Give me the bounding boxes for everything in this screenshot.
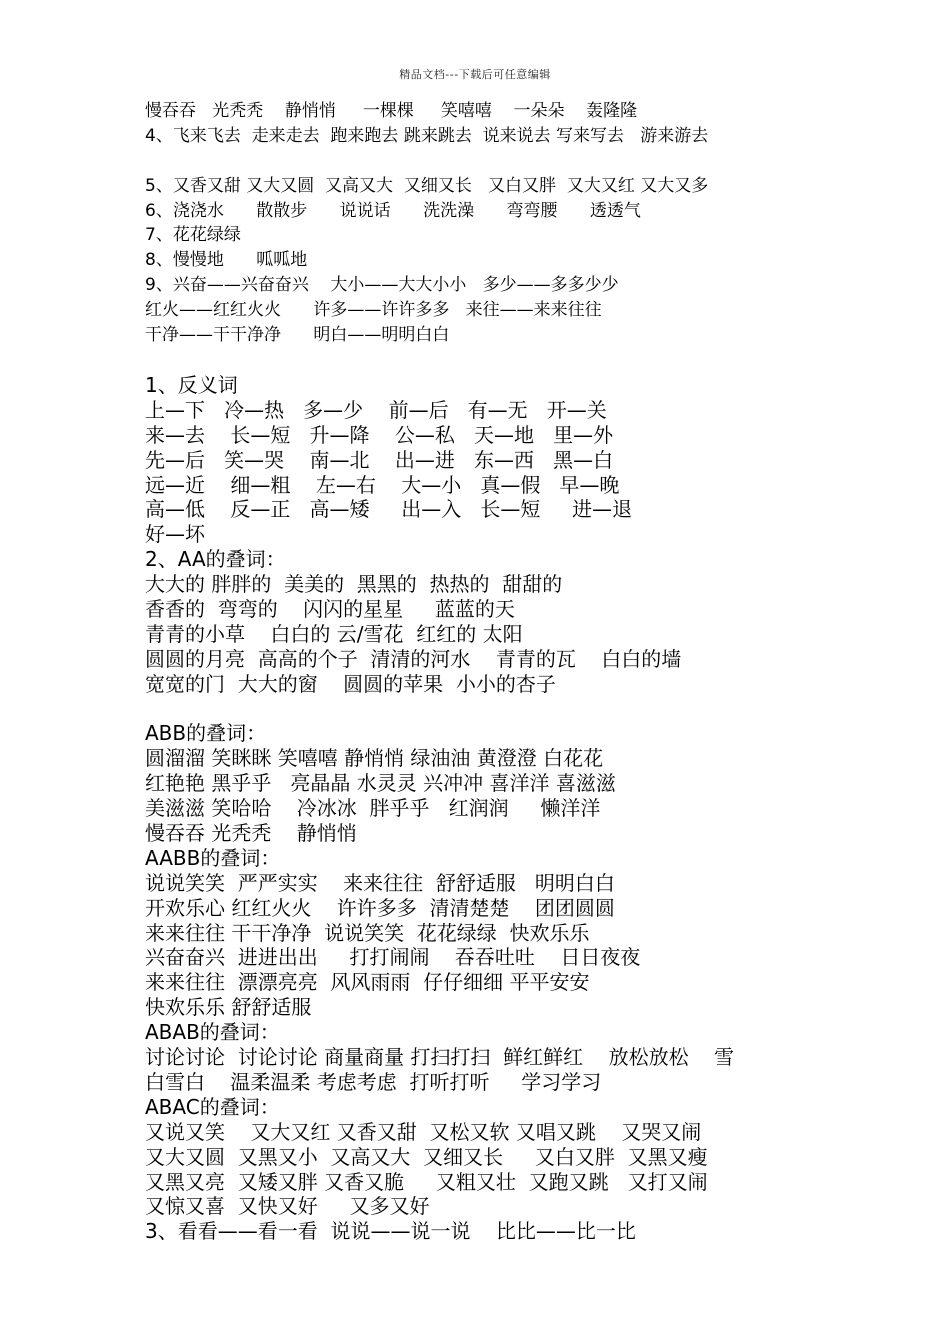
text-line — [145, 149, 935, 174]
word-list-main — [145, 373, 935, 1244]
text-line: 讨论讨论 讨论讨论 商量商量 打扫打扫 鲜红鲜红 放松放松 雪 — [145, 1045, 735, 1070]
text-line: 6、浇浇水 散散步 说说话 洗洗澡 弯弯腰 透透气 — [145, 200, 641, 221]
text-line: 圆圆的月亮 高高的个子 清清的河水 青青的瓦 白白的墙 — [145, 646, 682, 671]
page-header: 精品文档---下载后可任意编辑 — [399, 68, 551, 81]
text-line: 香香的 弯弯的 闪闪的星星 蓝蓝的天 — [145, 597, 515, 622]
text-line: 9、兴奋——兴奋奋兴 大小——大大小小 多少——多多少少 — [145, 275, 619, 296]
section-heading: AABB的叠词： — [145, 845, 281, 870]
text-line: 干净——干干净净 明白——明明白白 — [145, 325, 450, 346]
section-heading: ABAB的叠词： — [145, 1020, 280, 1045]
text-line: 4、飞来飞去 走来走去 跑来跑去 跳来跳去 说来说去 写来写去 游来游去 — [145, 125, 709, 146]
text-line: 美滋滋 笑哈哈 冷冰冰 胖乎乎 红润润 懒洋洋 — [145, 796, 601, 821]
section-heading: 2、AA的叠词： — [145, 547, 286, 572]
text-line: 说说笑笑 严严实实 来来往往 舒舒适服 明明白白 — [145, 870, 615, 895]
text-line: 来来往往 漂漂亮亮 风风雨雨 仔仔细细 平平安安 — [145, 970, 590, 995]
text-line: 来来往往 干干净净 说说笑笑 花花绿绿 快欢乐乐 — [145, 920, 590, 945]
text-line: 红火——红红火火 许多——许许多多 来往——来来往往 — [145, 300, 602, 321]
text-line: 好—坏 — [145, 522, 205, 547]
text-line: 宽宽的门 大大的窗 圆圆的苹果 小小的杏子 — [145, 671, 556, 696]
text-line: 快欢乐乐 舒舒适服 — [145, 995, 312, 1020]
text-line: 上—下 冷—热 多—少 前—后 有—无 开—关 — [145, 397, 607, 422]
text-line: 慢吞吞 光秃秃 静悄悄 — [145, 821, 357, 846]
text-line: 8、慢慢地 呱呱地 — [145, 250, 308, 271]
text-line: 又惊又喜 又快又好 又多又好 — [145, 1194, 430, 1219]
text-line: 慢吞吞 光秃秃 静悄悄 一棵棵 笑嘻嘻 一朵朵 轰隆隆 — [145, 101, 638, 121]
text-line: 红艳艳 黑乎乎 亮晶晶 水灵灵 兴冲冲 喜洋洋 喜滋滋 — [145, 771, 616, 796]
text-line: 远—近 细—粗 左—右 大—小 真—假 早—晚 — [145, 472, 620, 497]
text-line: 又黑又亮 又矮又胖 又香又脆 又粗又壮 又跑又跳 又打又闹 — [145, 1169, 708, 1194]
section-heading: ABB的叠词： — [145, 721, 267, 746]
text-line: 高—低 反—正 高—矮 出—入 长—短 进—退 — [145, 497, 633, 522]
text-line: 白雪白 温柔温柔 考虑考虑 打听打听 学习学习 — [145, 1069, 602, 1094]
text-line: 青青的小草 白白的 云/雪花 红红的 太阳 — [145, 621, 523, 646]
text-line: 大大的 胖胖的 美美的 黑黑的 热热的 甜甜的 — [145, 572, 563, 597]
word-list-top — [145, 99, 935, 348]
text-line: 兴奋奋兴 进进出出 打打闹闹 吞吞吐吐 日日夜夜 — [145, 945, 641, 970]
text-line: 来—去 长—短 升—降 公—私 天—地 里—外 — [145, 422, 614, 447]
blank-line — [145, 697, 935, 722]
text-line: 先—后 笑—哭 南—北 出—进 东—西 黑—白 — [145, 447, 614, 472]
text-line: 3、看看——看一看 说说——说一说 比比——比一比 — [145, 1219, 636, 1244]
section-heading: 1、反义词 — [145, 373, 238, 397]
text-line: 又大又圆 又黑又小 又高又大 又细又长 又白又胖 又黑又瘦 — [145, 1144, 708, 1169]
text-line: 圆溜溜 笑眯眯 笑嘻嘻 静悄悄 绿油油 黄澄澄 白花花 — [145, 746, 604, 771]
text-line: 开欢乐心 红红火火 许许多多 清清楚楚 团团圆圆 — [145, 895, 615, 920]
section-heading: ABAC的叠词： — [145, 1094, 280, 1119]
text-line: 5、又香又甜 又大又圆 又高又大 又细又长 又白又胖 又大又红 又大又多 — [145, 175, 709, 196]
text-line: 7、花花绿绿 — [145, 225, 241, 246]
text-line: 又说又笑 又大又红 又香又甜 又松又软 又唱又跳 又哭又闹 — [145, 1119, 702, 1144]
